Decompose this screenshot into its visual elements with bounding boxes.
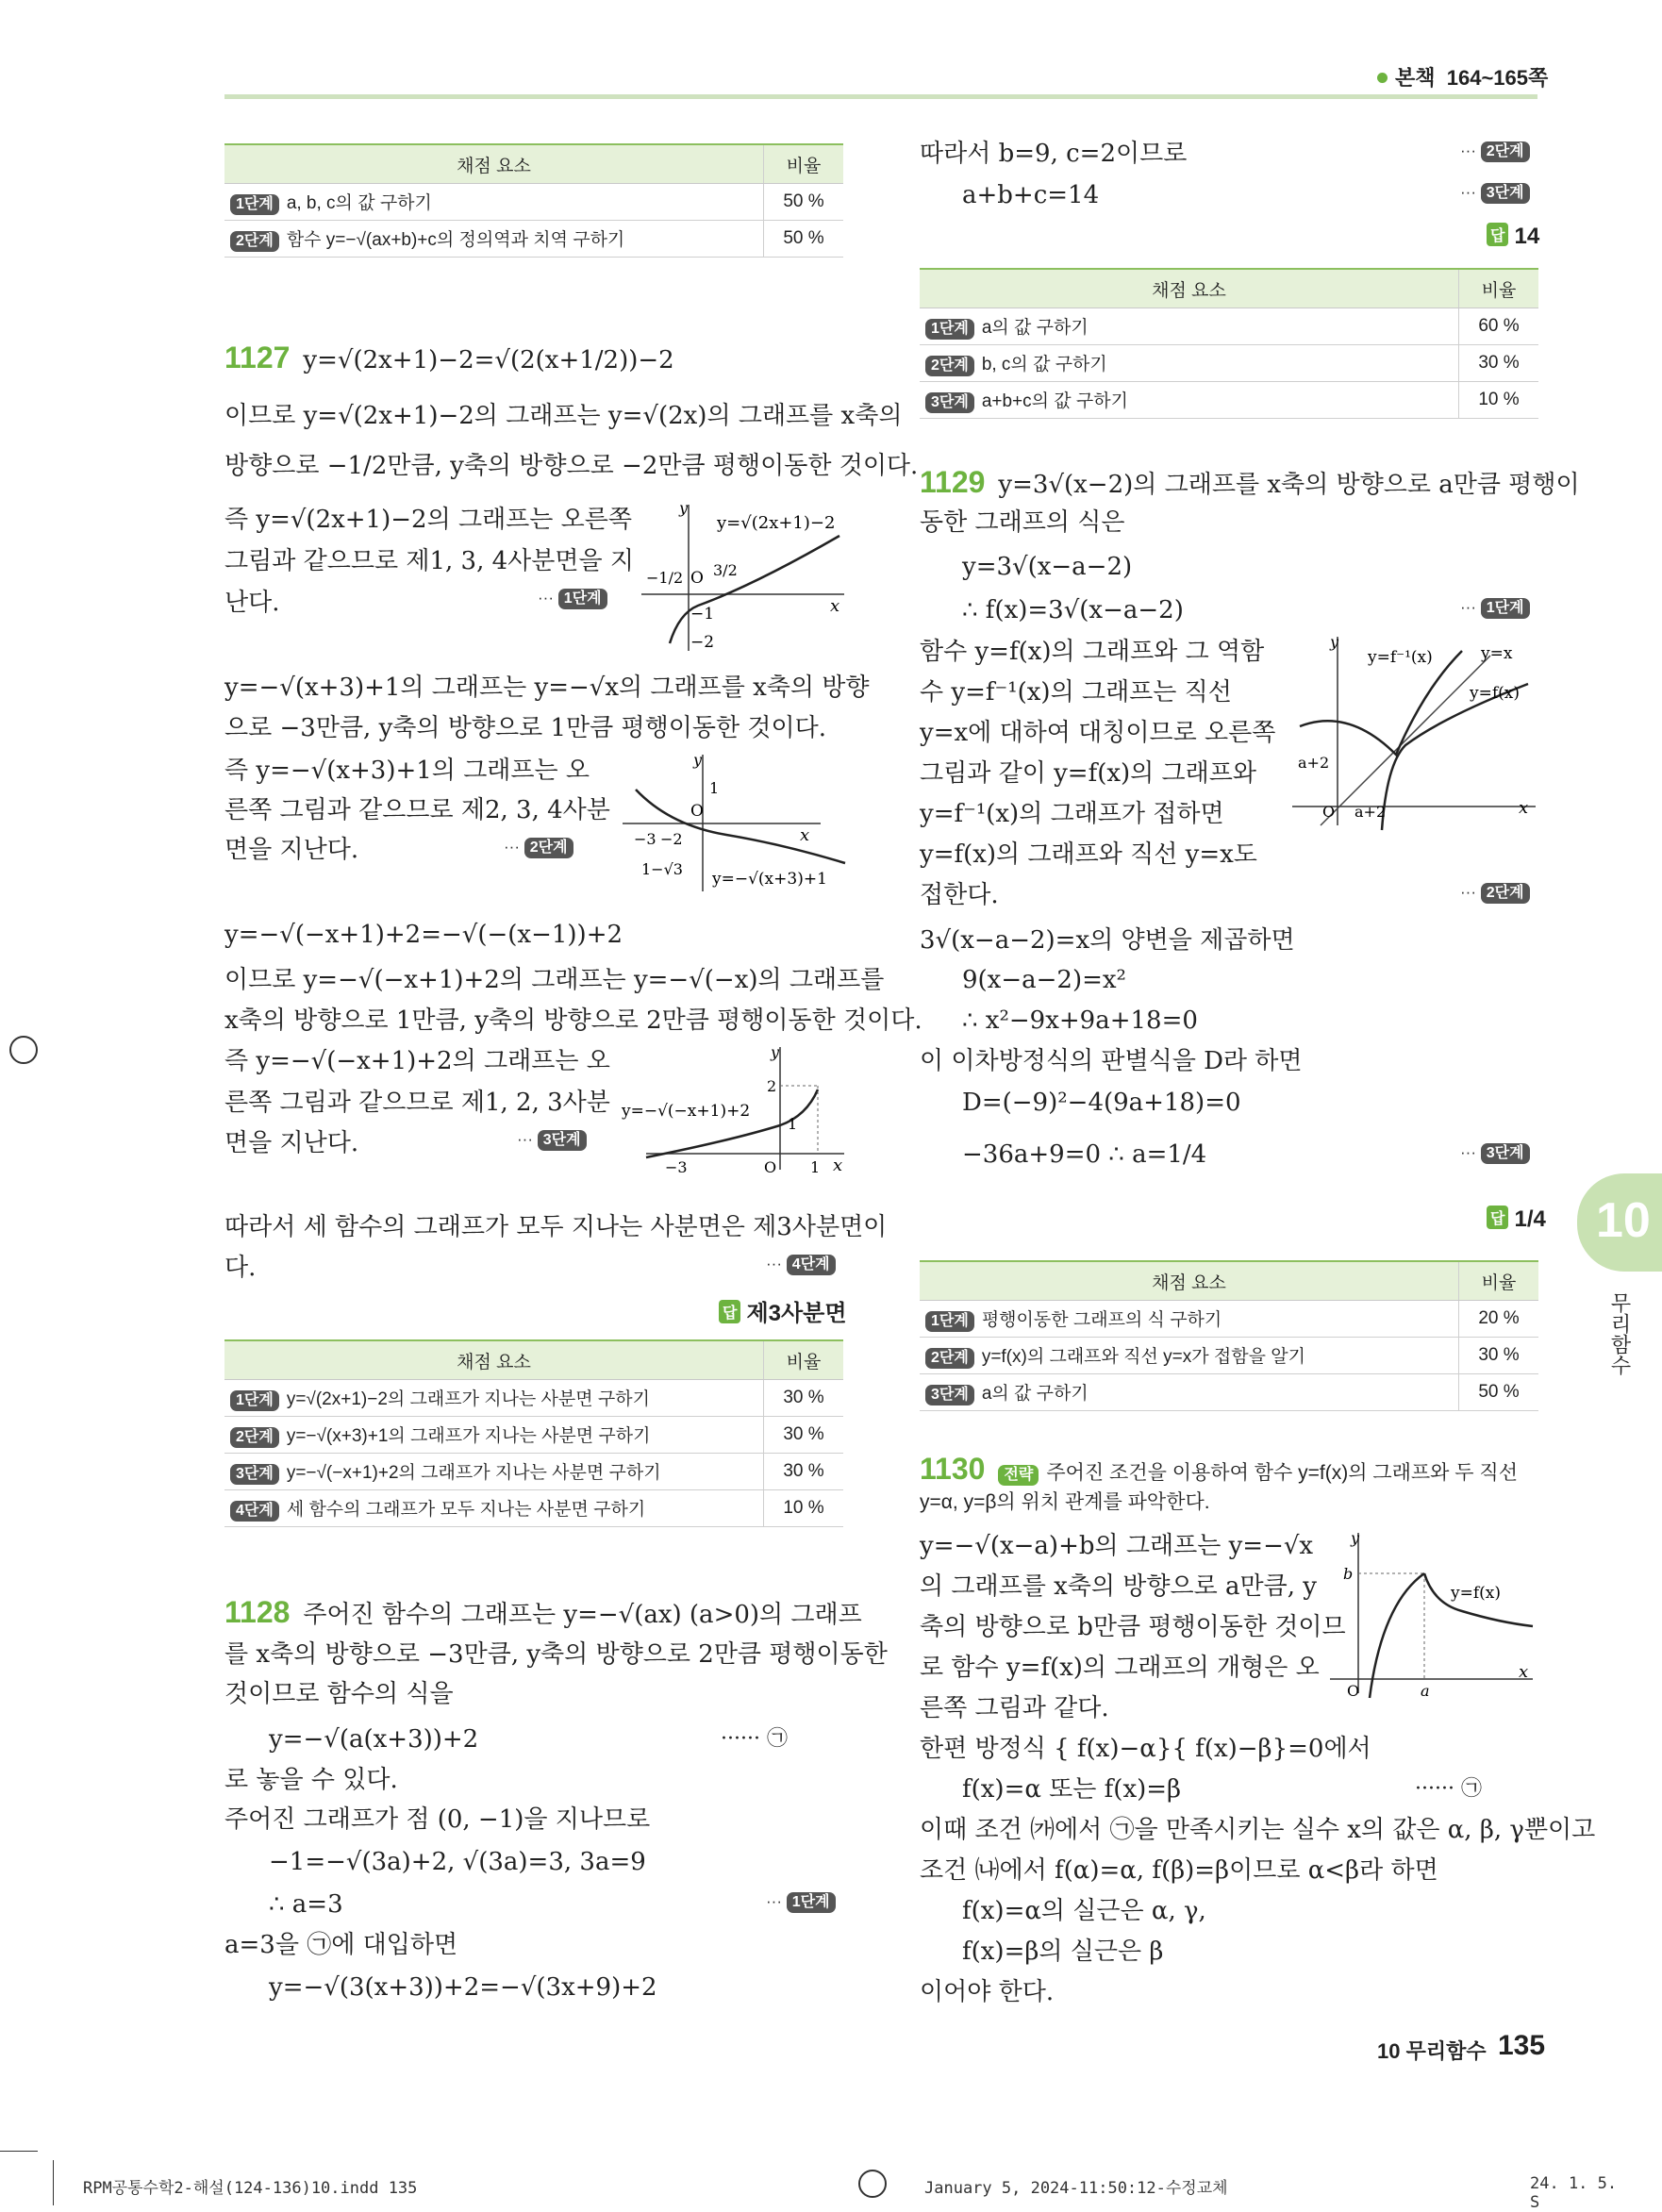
svg-text:x: x [833, 1156, 843, 1175]
text-line: 그림과 같이 y=f(x)의 그래프와 [920, 759, 1257, 788]
problem-1129-head: 1129 y=3√(x−2)의 그래프를 x축의 방향으로 a만큼 평행이 [920, 465, 1580, 499]
text-line: 따라서 세 함수의 그래프가 모두 지나는 사분면은 제3사분면이 [224, 1213, 888, 1241]
step-marker: ··· 3단계 [1460, 183, 1537, 204]
text-line: 로 놓을 수 있다. [224, 1766, 398, 1794]
svg-text:x: x [1519, 798, 1529, 818]
text-line: ∴ f(x)=3√(x−a−2) [962, 596, 1184, 624]
svg-text:y: y [1351, 1529, 1360, 1547]
text-line: 면을 지난다. [224, 1129, 359, 1157]
text-line: 다. [224, 1254, 257, 1282]
step-marker: ··· 2단계 [1460, 883, 1537, 904]
text-line: −36a+9=0 ∴ a=1/4 [962, 1140, 1207, 1169]
text-line: 방향으로 −1/2만큼, y축의 방향으로 −2만큼 평행이동한 것이다. [224, 452, 919, 480]
step-marker: ··· 2단계 [504, 838, 581, 858]
chapter-tab: 10 [1577, 1173, 1662, 1272]
text-line: y=x에 대하여 대칭이므로 오른쪽 [920, 719, 1276, 747]
score-table-3: 채점 요소 비율 1단계 y=√(2x+1)−2의 그래프가 지나는 사분면 구하기 30 % 2단계 y=−√(x+3)+1의 그래프가 지나는 사분면 구하기 30 % 3단계 y=−√(−x+1)+2의 그래프가 지나는 사분면 구하기 30 % 4단계 세 함수의 그래프가 모두 지나는 사분면 구하기 10 % [224, 1339, 843, 1527]
text-line: y=3√(x−a−2) [962, 553, 1133, 581]
answer-1129: 답 1/4 [1487, 1206, 1546, 1233]
step-marker: ··· 1단계 [1460, 598, 1537, 619]
text-line: 즉 y=−√(−x+1)+2의 그래프는 오 [224, 1047, 610, 1075]
text-line: y=−√(−x+1)+2=−√(−(x−1))+2 [224, 921, 623, 949]
text-line: ∴ x²−9x+9a+18=0 [962, 1006, 1198, 1035]
svg-text:O: O [690, 569, 704, 588]
text-line: 함수 y=f(x)의 그래프와 그 역함 [920, 638, 1265, 666]
footer-stamp: 24. 1. 5. S [1530, 2174, 1618, 2212]
svg-text:−3: −3 [665, 1158, 688, 1176]
svg-text:y: y [1330, 633, 1339, 651]
text-line: 주어진 그래프가 점 (0, −1)을 지나므로 [224, 1805, 651, 1834]
text-line: 수 y=f⁻¹(x)의 그래프는 직선 [920, 678, 1232, 707]
svg-text:a+2: a+2 [1355, 803, 1387, 821]
step-marker: ··· 3단계 [517, 1130, 594, 1151]
svg-text:O: O [690, 802, 704, 821]
graph-1127-b [623, 750, 849, 896]
text-line: 로 함수 y=f(x)의 그래프의 개형은 오 [920, 1654, 1320, 1682]
bullet-icon [1377, 73, 1388, 83]
page-number: 135 [1498, 2030, 1546, 2061]
text-line: f(x)=α 또는 f(x)=β [962, 1775, 1182, 1804]
svg-text:−1: −1 [690, 605, 715, 624]
step-marker: ··· 3단계 [1460, 1143, 1537, 1164]
svg-text:O: O [1322, 803, 1336, 821]
text-line: 면을 지난다. [224, 836, 359, 864]
svg-text:y=x: y=x [1481, 644, 1513, 663]
graph-1127-c [618, 1042, 849, 1174]
svg-text:y=−√(x+3)+1: y=−√(x+3)+1 [712, 870, 827, 889]
text-line: 즉 y=−√(x+3)+1의 그래프는 오 [224, 757, 590, 785]
step-marker: ··· 4단계 [766, 1255, 843, 1275]
problem-1130-head: 1130 전략 주어진 조건을 이용하여 함수 y=f(x)의 그래프와 두 직선 [920, 1452, 1518, 1486]
text-line: 조건 ㈏에서 f(α)=α, f(β)=β이므로 α<β라 하면 [920, 1856, 1438, 1885]
text-line: 3√(x−a−2)=x의 양변을 제곱하면 [920, 926, 1295, 955]
text-line: 이때 조건 ㈎에서 ㉠을 만족시키는 실수 x의 값은 α, β, γ뿐이고 [920, 1816, 1596, 1844]
text-line: 9(x−a−2)=x² [962, 966, 1126, 994]
text-line: 축의 방향으로 b만큼 평행이동한 것이므 [920, 1613, 1346, 1641]
svg-text:y: y [693, 751, 703, 769]
step-badge: 1단계 [230, 194, 279, 215]
text-line: y=α, y=β의 위치 관계를 파악한다. [920, 1491, 1210, 1513]
svg-text:x: x [1519, 1662, 1529, 1682]
footer-date: January 5, 2024-11:50:12-수정교체 [924, 2179, 1228, 2198]
header-rule [224, 94, 1537, 99]
svg-text:a: a [1421, 1682, 1430, 1700]
answer-icon: 답 [719, 1300, 740, 1323]
text-line: ∴ a=3 [269, 1890, 343, 1919]
svg-text:y: y [771, 1043, 780, 1061]
problem-1128-head: 1128 주어진 함수의 그래프는 y=−√(ax) (a>0)의 그래프 [224, 1595, 862, 1629]
text-line: 접한다. [920, 881, 999, 909]
text-line: 즉 y=√(2x+1)−2의 그래프는 오른쪽 [224, 506, 633, 534]
text-line: 이어야 한다. [920, 1978, 1055, 2006]
svg-text:x: x [800, 825, 810, 845]
text-line: 이므로 y=√(2x+1)−2의 그래프는 y=√(2x)의 그래프를 x축의 [224, 402, 903, 430]
svg-text:−3: −3 [634, 830, 656, 848]
text-line: 를 x축의 방향으로 −3만큼, y축의 방향으로 2만큼 평행이동한 [224, 1640, 888, 1669]
text-line: 동한 그래프의 식은 [920, 508, 1125, 537]
score-table-2: 채점 요소 비율 1단계 a의 값 구하기 60 % 2단계 b, c의 값 구하기 30 % 3단계 a+b+c의 값 구하기 10 % [920, 268, 1538, 419]
svg-text:3/2: 3/2 [713, 561, 738, 579]
svg-text:O: O [1347, 1682, 1360, 1700]
text-line: x축의 방향으로 1만큼, y축의 방향으로 2만큼 평행이동한 것이다. [224, 1006, 922, 1035]
step-marker: ··· 1단계 [766, 1892, 843, 1913]
svg-text:a+2: a+2 [1298, 754, 1330, 772]
text-line: 난다. [224, 589, 280, 617]
text-line: −1=−√(3a)+2, √(3a)=3, 3a=9 [269, 1848, 646, 1876]
chapter-title-vertical: 무리함수 [1608, 1292, 1632, 1375]
text-line: 른쪽 그림과 같으므로 제1, 2, 3사분 [224, 1089, 610, 1117]
text-line: a+b+c=14 [962, 181, 1100, 209]
text-line: 른쪽 그림과 같다. [920, 1694, 1109, 1722]
registration-mark-icon [9, 1036, 38, 1064]
text-line: f(x)=α의 실근은 α, γ, [962, 1897, 1206, 1925]
svg-text:y=−√(−x+1)+2: y=−√(−x+1)+2 [622, 1102, 751, 1121]
svg-text:y=f(x): y=f(x) [1451, 1584, 1501, 1603]
text-line: y=−√(x+3)+1의 그래프는 y=−√x의 그래프를 x축의 방향 [224, 674, 870, 702]
text-line: 것이므로 함수의 식을 [224, 1680, 454, 1708]
score-table-4: 채점 요소 비율 1단계 평행이동한 그래프의 식 구하기 20 % 2단계 y=f(x)의 그래프와 직선 y=x가 접함을 알기 30 % 3단계 a의 값 구하기 50 % [920, 1260, 1538, 1411]
text-line: 의 그래프를 x축의 방향으로 a만큼, y [920, 1572, 1317, 1601]
answer-top: 답 14 [1487, 223, 1539, 250]
text-mark: ······ ㉠ [1415, 1777, 1482, 1801]
graph-1129 [1292, 632, 1539, 830]
graph-1130 [1330, 1528, 1539, 1698]
text-line: y=−√(3(x+3))+2=−√(3x+9)+2 [269, 1973, 657, 2002]
text-line: y=f⁻¹(x)의 그래프가 접하면 [920, 800, 1224, 828]
problem-1127-head: 1127 y=√(2x+1)−2=√(2(x+1/2))−2 [224, 341, 674, 374]
text-line: y=−√(x−a)+b의 그래프는 y=−√x [920, 1532, 1314, 1560]
page-footer-chapter: 10 무리함수 [1377, 2039, 1487, 2063]
text-line: a=3을 ㉠에 대입하면 [224, 1931, 458, 1959]
footer-file: RPM공통수학2-해설(124-136)10.indd 135 [83, 2179, 418, 2198]
svg-text:y: y [679, 499, 689, 517]
answer-icon: 답 [1487, 1206, 1508, 1229]
text-line: D=(−9)²−4(9a+18)=0 [962, 1089, 1241, 1117]
text-line: 그림과 같으므로 제1, 3, 4사분면을 지 [224, 547, 634, 575]
step-marker: ··· 2단계 [1460, 141, 1537, 162]
svg-text:−1/2: −1/2 [646, 569, 684, 587]
step-marker: ··· 1단계 [538, 589, 615, 609]
crop-mark [0, 2151, 38, 2152]
answer-icon: 답 [1487, 223, 1508, 246]
text-line: 따라서 b=9, c=2이므로 [920, 140, 1188, 168]
svg-text:y=f⁻¹(x): y=f⁻¹(x) [1368, 648, 1433, 667]
graph-1127-a [641, 500, 849, 656]
header-ref: 본책 164~165쪽 [1377, 62, 1548, 91]
crop-mark [53, 2160, 54, 2205]
text-line: y=−√(a(x+3))+2 [269, 1725, 479, 1754]
svg-text:1: 1 [810, 1158, 821, 1176]
svg-text:O: O [764, 1158, 777, 1176]
score-table-1: 채점 요소 비율 1단계 a, b, c의 값 구하기 50 % 2단계 함수 y=−√(ax+b)+c의 정의역과 치역 구하기 50 % [224, 143, 843, 258]
step-badge: 2단계 [230, 231, 279, 252]
text-line: f(x)=β의 실근은 β [962, 1938, 1164, 1966]
svg-text:−2: −2 [690, 633, 715, 652]
text-line: y=f(x)의 그래프와 직선 y=x도 [920, 840, 1257, 869]
text-line: 이 이차방정식의 판별식을 D라 하면 [920, 1047, 1303, 1075]
svg-text:1: 1 [709, 779, 720, 797]
svg-text:b: b [1343, 1565, 1354, 1583]
registration-mark-icon [858, 2170, 887, 2198]
text-line: 른쪽 그림과 같으므로 제2, 3, 4사분 [224, 796, 610, 824]
text-line: 으로 −3만큼, y축의 방향으로 1만큼 평행이동한 것이다. [224, 714, 826, 742]
answer-1127: 답 제3사분면 [719, 1294, 847, 1327]
text-mark: ······ ㉠ [721, 1727, 788, 1751]
text-line: 이므로 y=−√(−x+1)+2의 그래프는 y=−√(−x)의 그래프를 [224, 966, 885, 994]
svg-text:y=f(x): y=f(x) [1470, 684, 1520, 703]
svg-text:1: 1 [788, 1115, 798, 1133]
svg-text:1−√3: 1−√3 [641, 860, 683, 878]
svg-text:x: x [830, 596, 840, 616]
svg-text:2: 2 [767, 1077, 777, 1095]
text-line: 한편 방정식 { f(x)−α}{ f(x)−β}=0에서 [920, 1735, 1371, 1763]
svg-text:y=√(2x+1)−2: y=√(2x+1)−2 [717, 513, 836, 533]
svg-text:−2: −2 [660, 830, 683, 848]
